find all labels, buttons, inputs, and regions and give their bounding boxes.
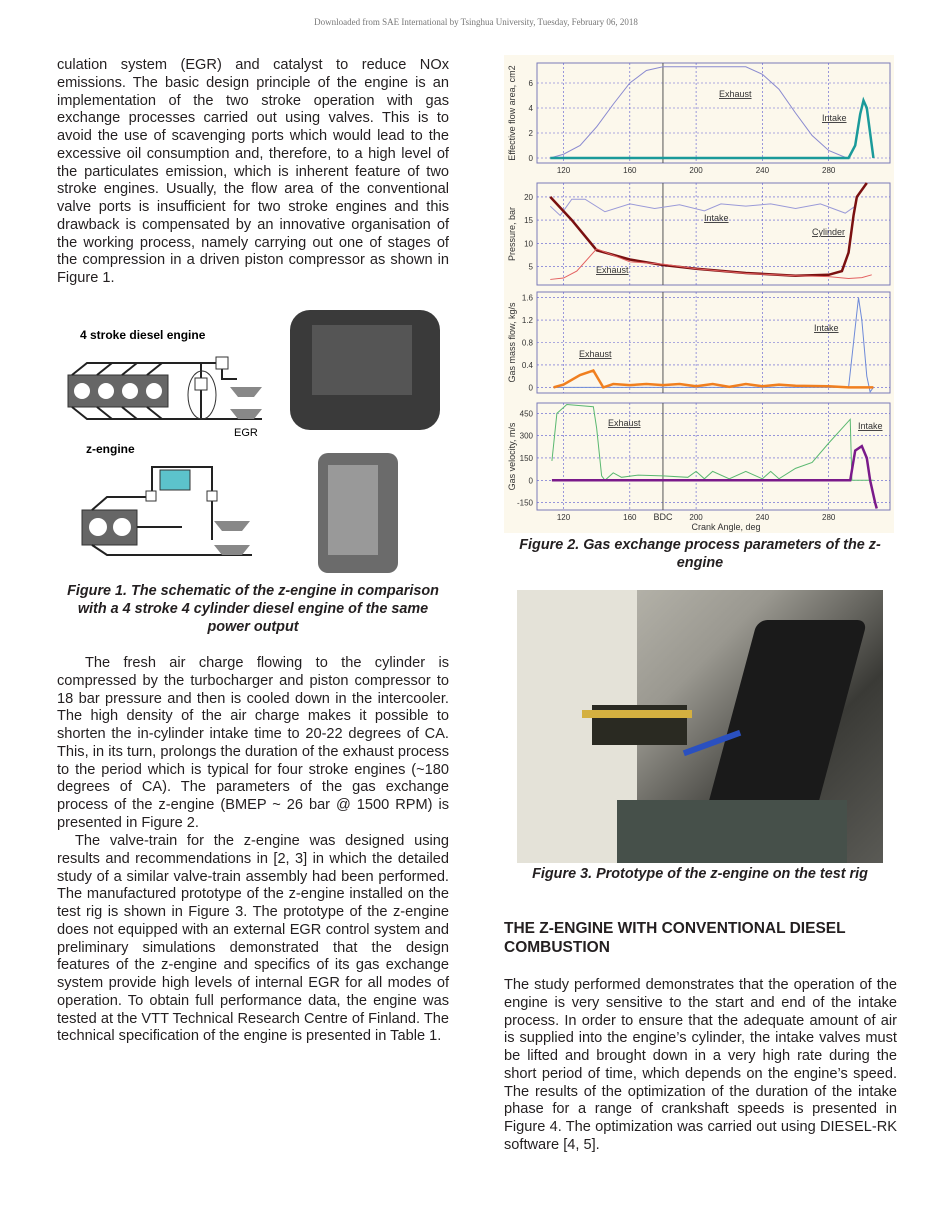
y-tick-label: 1.6 (521, 293, 533, 303)
series-label: Exhaust (579, 349, 612, 359)
series-label: Exhaust (719, 89, 752, 99)
series-intake (550, 101, 873, 159)
y-tick-label: 150 (519, 453, 533, 463)
label-egr: EGR (234, 427, 258, 439)
x-tick-label: 160 (623, 166, 637, 175)
series-intake (552, 446, 877, 508)
x-tick-label: 200 (689, 513, 703, 522)
series-label: Intake (858, 421, 883, 431)
y-tick-label: 0.8 (521, 338, 533, 348)
figure-1 (62, 305, 457, 575)
y-axis-label: Effective flow area, cm2 (507, 65, 517, 161)
paragraph-air-charge: The fresh air charge flowing to the cylinder is compressed by the turbocharger and piston compressor to 18 bar pressure and then is cooled down in the intercooler. The high density of the air charge makes it possible to shorten the in-cylinder intake time to 20-22 degrees of CA. This, in its turn, prolongs the duration of the exhaust process to the period which is typical for four stroke engines (~180 degrees of CA). The parameters of the gas exchange process of the z-engine (BMEP ~ 26 bar @ 1500 RPM) is presented in Figure 2. (57, 655, 449, 831)
x-tick-label: 160 (623, 513, 637, 522)
y-tick-label: 10 (524, 239, 533, 249)
series-label: Intake (822, 113, 847, 123)
series-exhaust (554, 371, 874, 388)
y-tick-label: 300 (519, 431, 533, 441)
engine-schematic (62, 305, 457, 575)
series-label: Cylinder (812, 227, 846, 237)
y-tick-label: -150 (516, 498, 533, 508)
y-tick-label: 5 (528, 262, 533, 272)
plot-frame (537, 403, 890, 510)
y-tick-label: 4 (528, 104, 533, 113)
paragraph-intro: culation system (EGR) and catalyst to reduce NOx emissions. The basic design principle of the engine is an implementation of the two stroke operation with gas exchange processes carried out using valves. This is to avoid the use of scavenging ports which would lead to the excessive oil consumption and, therefore, to a high level of the particulates emission, which is inherent feature of two stroke engines. Usually, the flow area of the conventional valve ports is insufficient for two stroke engines and this drawback is compensated by an innovative organisation of the working process, namely carrying out one of stages of the compression in a driven piston compressor as shown in Figure 1. (57, 57, 449, 286)
y-axis-label: Pressure, bar (507, 206, 517, 262)
y-tick-label: 2 (528, 129, 533, 138)
x-tick-label: 280 (822, 166, 836, 175)
y-axis-label: Gas velocity, m/s (507, 422, 517, 491)
figure-2 (504, 55, 894, 533)
y-tick-label: 450 (519, 409, 533, 419)
bdc-label: BDC (653, 512, 673, 522)
label-4-stroke: 4 stroke diesel engine (80, 328, 206, 342)
y-tick-label: 0 (528, 476, 533, 486)
figure-1-caption: Figure 1. The schematic of the z-engine in comparison with a 4 stroke 4 cylinder diesel engine of the same power output (67, 583, 439, 635)
y-tick-label: 15 (524, 216, 533, 226)
y-tick-label: 0 (528, 154, 533, 163)
x-tick-label: 240 (755, 166, 770, 175)
gas-exchange-chart (504, 55, 894, 533)
figure-3-photo (517, 590, 883, 863)
section-heading: THE Z-ENGINE WITH CONVENTIONAL DIESEL COMBUSTION (504, 920, 846, 956)
series-exhaust (550, 67, 845, 158)
x-axis-label: Crank Angle, deg (691, 522, 761, 532)
series-exhaust (552, 404, 874, 480)
y-tick-label: 0 (528, 383, 533, 393)
figure-2-caption: Figure 2. Gas exchange process parameters of the z-engine (519, 537, 881, 571)
y-tick-label: 0.4 (521, 360, 533, 370)
series-intake (554, 298, 874, 392)
x-tick-label: 240 (755, 513, 770, 522)
y-tick-label: 6 (528, 79, 533, 88)
series-label: Intake (814, 323, 839, 333)
x-tick-label: 120 (556, 513, 571, 522)
series-label: Exhaust (596, 265, 629, 275)
y-tick-label: 20 (524, 192, 533, 202)
paragraph-study: The study performed demonstrates that the operation of the engine is very sensitive to the start and end of the intake process. In order to ensure that the adequate amount of air is supplied into the engine’s cylinder, the intake valves must be lifted and brought down in a very high rate during the short period of time, which depends on the engine’s speed. The results of the optimization of the duration of the intake phase for a range of crankshaft speeds is presented in Figure 4. The optimization was carried out using DIESEL-RK software [4, 5]. (504, 977, 897, 1153)
download-header: Downloaded from SAE International by Tsinghua University, Tuesday, February 06, 2018 (314, 17, 638, 27)
series-label: Exhaust (608, 418, 641, 428)
x-tick-label: 120 (556, 166, 571, 175)
series-label: Intake (704, 213, 729, 223)
label-z-engine: z-engine (86, 442, 135, 456)
series-intake (550, 199, 855, 215)
x-tick-label: 200 (689, 166, 703, 175)
paragraph-valve-train: The valve-train for the z-engine was designed using results and recommendations in [2, 3] in which the detailed study of a similar valve-train assembly had been performed. The manufactured prototype of the z-engine installed on the test rig is shown in Figure 3. The prototype of the z-engine does not equipped with an external EGR control system and preliminary simulations demonstrated that the design features of the z-engine and specifics of its gas exchange system provide high levels of internal EGR for all modes of operation. To obtain full performance data, the engine was tested at the VTT Technical Research Centre of Finland. The technical specification of the engine is presented in Table 1. (57, 833, 449, 1045)
figure-3-caption: Figure 3. Prototype of the z-engine on the test rig (532, 866, 868, 882)
y-tick-label: 1.2 (521, 316, 533, 326)
y-axis-label: Gas mass flow, kg/s (507, 302, 517, 383)
x-tick-label: 280 (822, 513, 836, 522)
